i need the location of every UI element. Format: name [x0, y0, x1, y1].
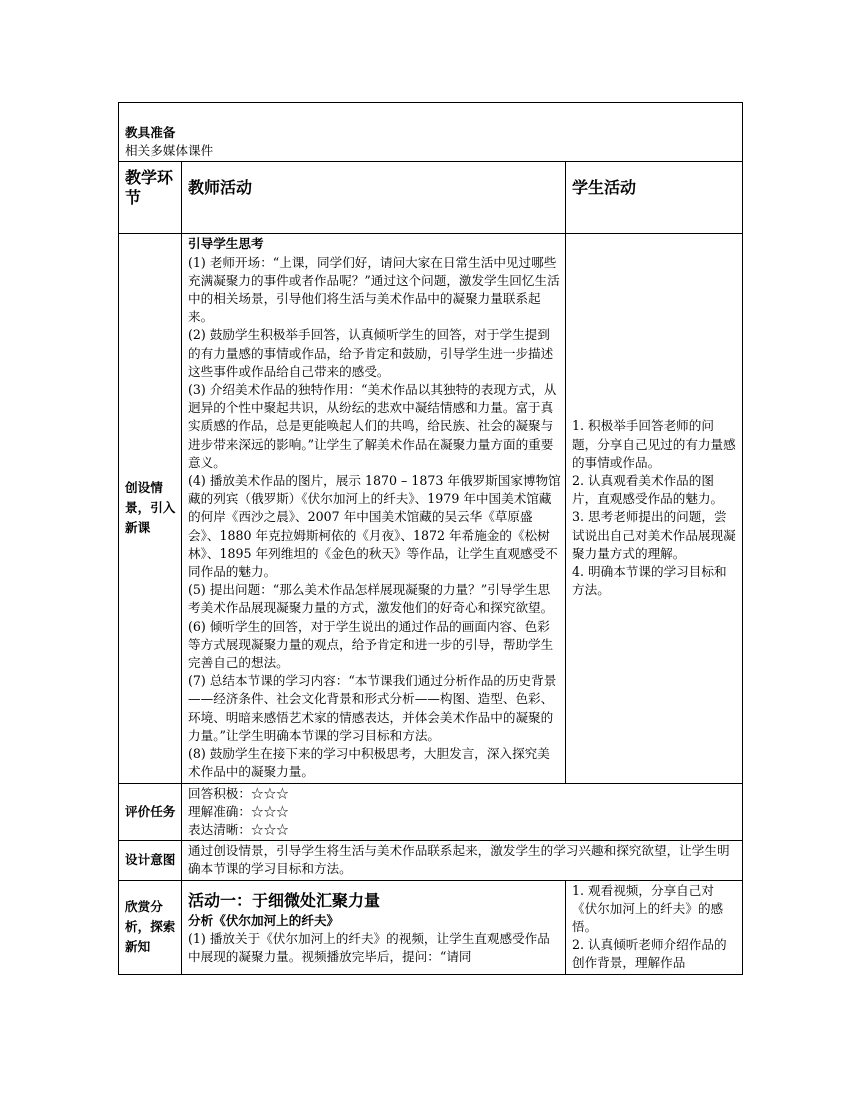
section1-stage: 创设情景，引入新课 — [119, 234, 182, 783]
design-row — [119, 841, 743, 880]
prep-title: 教具准备 — [125, 125, 176, 140]
header-teacher: 教师活动 — [182, 162, 566, 234]
activity-title: 活动一：于细微处汇聚力量 — [188, 890, 381, 910]
section1-student-cell — [566, 234, 743, 783]
evaluation-label: 表达清晰： — [188, 821, 251, 837]
prep-row — [119, 103, 743, 162]
design-stage: 设计意图 — [119, 841, 182, 880]
evaluation-label: 回答积极： — [188, 785, 251, 801]
activity-subtitle: 分析《伏尔加河上的纤夫》 — [188, 912, 340, 928]
evaluation-item — [188, 803, 738, 821]
student-item: 4. 明确本节课的学习目标和方法。 — [572, 564, 727, 598]
teacher-item: (2) 鼓励学生积极举手回答，认真倾听学生的回答，对于学生提到的有力量感的事情或作品，给予肯定和鼓励，引导学生进一步描述这些事件或作品给自己带来的感受。 — [188, 327, 554, 379]
student-item: 2. 认真倾听老师介绍作品的创作背景，理解作品 — [572, 937, 727, 971]
header-student: 学生活动 — [566, 162, 743, 234]
section2-teacher-cell — [182, 880, 566, 974]
teacher-item: (7) 总结本节课的学习内容：“本节课我们通过分析作品的历史背景——经济条件、社会文化背景和形式分析——构图、造型、色彩、环境、明暗来感悟艺术家的情感表达，并体会美术作品中的凝聚的力量。”让学生明确本节课的学习目标和方法。 — [188, 673, 557, 743]
section2-student-cell — [566, 880, 743, 974]
lesson-plan-table — [118, 102, 743, 975]
evaluation-row — [119, 783, 743, 841]
evaluation-label: 理解准确： — [188, 803, 251, 819]
section1-teacher-cell — [182, 234, 566, 783]
header-stage: 教学环节 — [119, 162, 182, 234]
prep-cell — [119, 103, 743, 162]
evaluation-stage: 评价任务 — [119, 783, 182, 841]
teacher-item: (5) 提出问题：“那么美术作品怎样展现凝聚的力量？”引导学生思考美术作品展现凝聚力量的方式，激发他们的好奇心和探究欲望。 — [188, 582, 554, 616]
star-rating: ☆☆☆ — [250, 785, 289, 801]
star-rating: ☆☆☆ — [250, 821, 289, 837]
teacher-item: (6) 倾听学生的回答，对于学生说出的通过作品的画面内容、色彩等方式展现凝聚力量的观点，给予肯定和进一步的引导，帮助学生完善自己的想法。 — [188, 618, 554, 671]
design-cell — [182, 841, 743, 880]
teacher-item: (4) 播放美术作品的图片，展示 1870 – 1873 年俄罗斯国家博物馆藏的列宾（俄罗斯）《伏尔加河上的纤夫》、1979 年中国美术馆藏的何岸《西沙之晨》、2007 年中国美术馆藏的吴云华《草原盛会》、1880 年克拉姆斯柯依的《月夜》、1872 年希施金的《松树林》、1895 年列维坦的《金色的秋天》等作品，让学生直观感受不同作品的魅力。 — [188, 473, 561, 580]
star-rating: ☆☆☆ — [250, 803, 289, 819]
evaluation-cell — [182, 783, 743, 841]
section1-title: 引导学生思考 — [188, 236, 264, 252]
section1-row — [119, 234, 743, 783]
evaluation-item — [188, 821, 738, 839]
prep-content: 相关多媒体课件 — [125, 143, 214, 159]
evaluation-item — [188, 785, 738, 803]
section2-stage: 欣赏分析，探索新知 — [119, 880, 182, 974]
teacher-item: (3) 介绍美术作品的独特作用：“美术作品以其独特的表现方式，从迥异的个性中聚起共识，从纷纭的悲欢中凝结情感和力量。富于真实质感的作品，总是更能唤起人们的共鸣，给民族、社会的凝聚与进步带来深远的影响。”让学生了解美术作品在凝聚力量方面的重要意义。 — [188, 382, 557, 470]
student-item: 2. 认真观看美术作品的图片，直观感受作品的魅力。 — [572, 473, 724, 507]
student-item: 3. 思考老师提出的问题，尝试说出自己对美术作品展现凝聚力量方式的理解。 — [572, 509, 736, 561]
student-item: 1. 观看视频，分享自己对《伏尔加河上的纤夫》的感悟。 — [572, 882, 724, 934]
design-content: 通过创设情景，引导学生将生活与美术作品联系起来，激发学生的学习兴趣和探究欲望，让学生明确本节课的学习目标和方法。 — [188, 843, 730, 877]
teacher-item: (8) 鼓励学生在接下来的学习中积极思考，大胆发言，深入探究美术作品中的凝聚力量。 — [188, 746, 550, 780]
student-item: 1. 积极举手回答老师的问题，分享自己见过的有力量感的事情或作品。 — [572, 418, 736, 470]
section2-row — [119, 880, 743, 974]
teacher-item: (1) 播放关于《伏尔加河上的纤夫》的视频，让学生直观感受作品中展现的凝聚力量。视频播放完毕后，提问：“请同 — [188, 930, 550, 964]
header-row — [119, 162, 743, 234]
teacher-item: (1) 老师开场：“上课，同学们好，请问大家在日常生活中见过哪些充满凝聚力的事件或者作品呢？”通过这个问题，激发学生回忆生活中的相关场景，引导他们将生活与美术作品中的凝聚力量联系起来。 — [188, 254, 560, 325]
